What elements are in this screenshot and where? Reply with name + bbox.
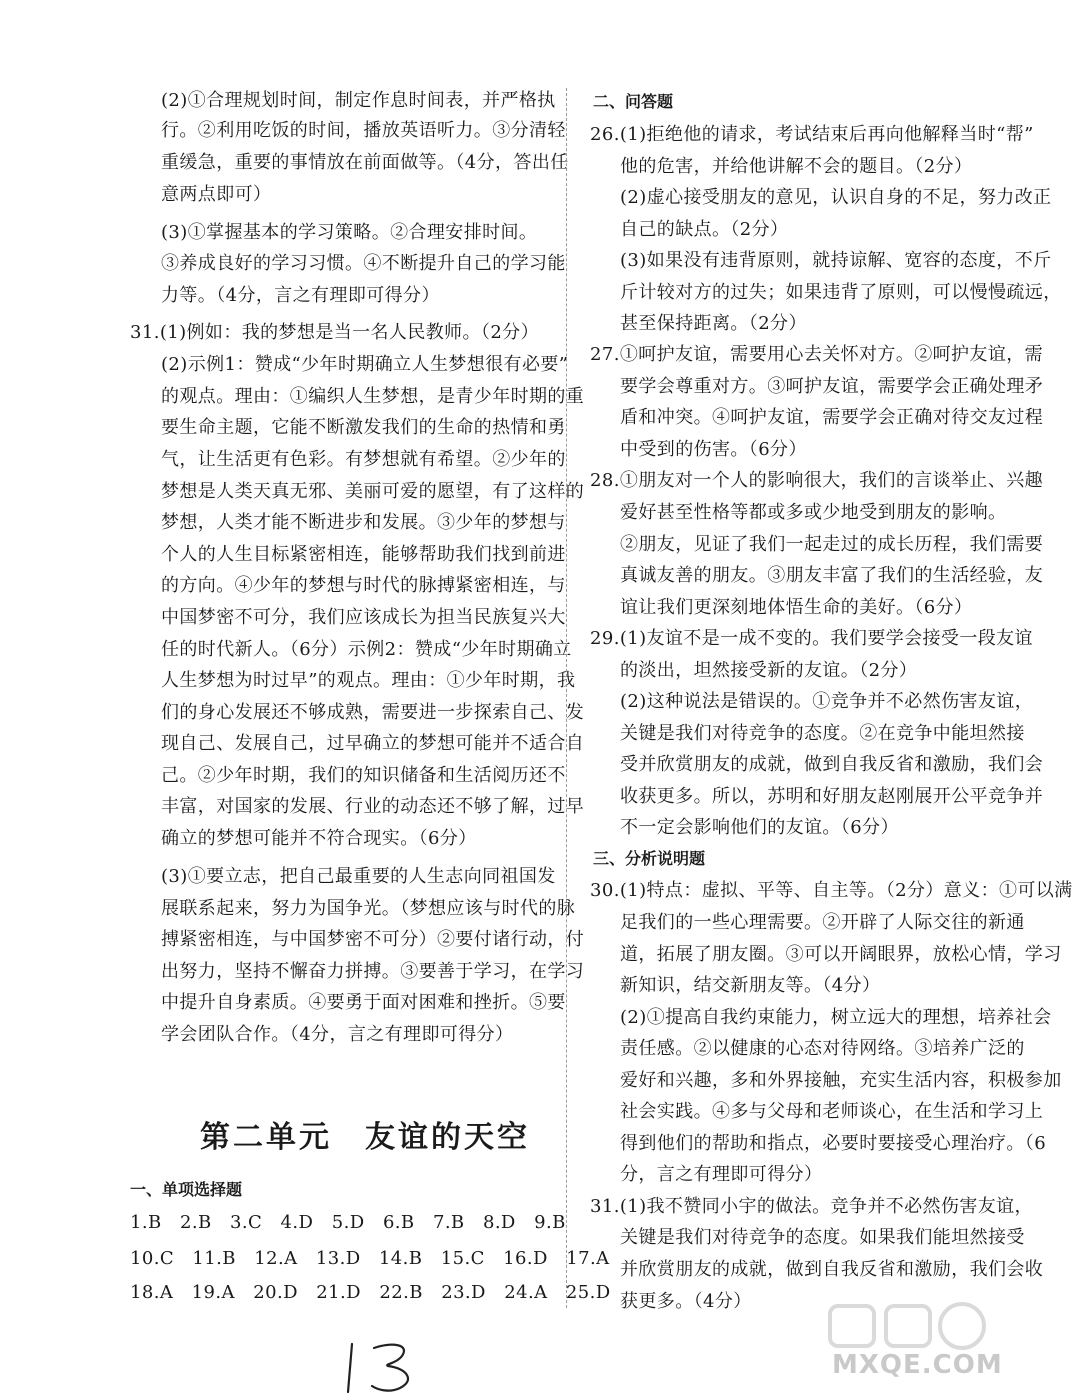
text-line: 道，拓展了朋友圈。③可以开阔眼界，放松心情，学习 [620,944,1062,965]
text-line: (3)①掌握基本的学习策略。②合理安排时间。 [161,222,538,243]
column-divider [566,88,567,1308]
text-line: 人生梦想为时过早”的观点。理由：①少年时期，我 [161,670,576,691]
text-line: 出努力，坚持不懈奋力拼搏。③要善于学习，在学习 [161,961,585,982]
text-line: ③养成良好的学习习惯。④不断提升自己的学习能 [161,253,566,274]
text-line: 受并欣赏朋友的成就，做到自我反省和激励，我们会 [620,754,1044,775]
sub-answer-line: (3)如果没有违背原则，就持谅解、宽容的态度，不斤 [620,250,1052,271]
question-line: 29.(1)友谊不是一成不变的。我们要学会接受一段友谊 [590,628,1033,649]
text-line: (2)示例1：赞成“少年时期确立人生梦想很有必要” [161,354,569,375]
text-line: 气，让生活更有色彩。有梦想就有希望。②少年的 [161,449,566,470]
text-line: 社会实践。④多与父母和老师谈心，在生活和学习上 [620,1101,1044,1122]
sub-answer-line: (2)虚心接受朋友的意见，认识自身的不足，努力改正 [620,187,1052,208]
text-line: 得到他们的帮助和指点，必要时要接受心理治疗。（6 [620,1133,1047,1154]
question-line: 31.(1)我不赞同小宇的做法。竞争并不必然伤害友谊， [590,1196,1033,1217]
text-line: 中国梦密不可分，我们应该成长为担当民族复兴大 [161,607,566,628]
answers-row: 18.A 19.A 20.D 21.D 22.B 23.D 24.A 25.D [130,1282,611,1303]
text-line: 现自己、发展自己，过早确立的梦想可能并不适合自 [161,733,585,754]
text-line: 足我们的一些心理需要。②开辟了人际交往的新通 [620,912,1025,933]
text-line: 己。②少年时期，我们的知识储备和生活阅历还不 [161,765,566,786]
text-line: (3)①要立志，把自己最重要的人生志向同祖国发 [161,866,556,887]
text-line: 关键是我们对待竞争的态度。如果我们能坦然接受 [620,1227,1025,1248]
text-line: 关键是我们对待竞争的态度。②在竞争中能坦然接 [620,723,1025,744]
text-line: 盾和冲突。④呵护友谊，需要学会正确对待交友过程 [620,407,1044,428]
question-line: 26.(1)拒绝他的请求，考试结束后再向他解释当时“帮” [590,124,1034,145]
text-line: 的淡出，坦然接受新的友谊。（2分） [620,660,918,681]
text-line: 甚至保持距离。（2分） [620,313,807,334]
text-line: 梦想，人类才能不断进步和发展。③少年的梦想与 [161,512,566,533]
answers-row: 10.C 11.B 12.A 13.D 14.B 15.C 16.D 17.A [130,1248,610,1269]
text-line: 展联系起来，努力为国争光。（梦想应该与时代的脉 [161,898,576,919]
handwritten-page-number [340,1340,430,1394]
section-heading-single-choice: 一、单项选择题 [130,1180,243,1199]
text-line: 行。②利用吃饭的时间，播放英语听力。③分清轻 [161,120,566,141]
text-line: 他的危害，并给他讲解不会的题目。（2分） [620,156,973,177]
text-line: 要生命主题，它能不断激发我们的生命的热情和勇 [161,417,566,438]
text-line: (2)①合理规划时间，制定作息时间表，并严格执 [161,90,556,111]
text-line: 获更多。（4分） [620,1291,752,1312]
question-line: 28.①朋友对一个人的影响很大，我们的言谈举止、兴趣 [590,470,1044,491]
unit-title: 第二单元 友谊的天空 [200,1120,530,1155]
question-31-line: 31.(1)例如：我的梦想是当一名人民教师。（2分） [130,322,539,343]
text-line: 中受到的伤害。（6分） [620,439,807,460]
text-line: 责任感。②以健康的心态对待网络。③培养广泛的 [620,1038,1025,1059]
text-line: 要学会尊重对方。③呵护友谊，需要学会正确处理矛 [620,376,1044,397]
text-line: 自己的缺点。（2分） [620,219,789,240]
text-line: 并欣赏朋友的成就，做到自我反省和激励，我们会收 [620,1259,1044,1280]
text-line: 真诚友善的朋友。③朋友丰富了我们的生活经验，友 [620,565,1044,586]
text-line: 新知识，结交新朋友等。（4分） [620,975,881,996]
text-line: ②朋友，见证了我们一起走过的成长历程，我们需要 [620,534,1044,555]
watermark-text: MXQE.COM [832,1350,1003,1380]
text-line: 收获更多。所以，苏明和好朋友赵刚展开公平竞争并 [620,786,1044,807]
section-heading: 三、分析说明题 [593,849,706,868]
text-line: 丰富，对国家的发展、行业的动态还不够了解，过早 [161,796,585,817]
question-line: 30.(1)特点：虚拟、平等、自主等。（2分）意义：①可以满 [590,880,1073,901]
text-line: 重缓急，重要的事情放在前面做等。（4分，答出任 [161,152,569,173]
answers-row: 1.B 2.B 3.C 4.D 5.D 6.B 7.B 8.D 9.B [130,1212,566,1233]
text-line: 个人的人生目标紧密相连，能够帮助我们找到前进 [161,544,566,565]
text-line: 爱好甚至性格等都或多或少地受到朋友的影响。 [620,502,1007,523]
text-line: 的方向。④少年的梦想与时代的脉搏紧密相连，与 [161,575,566,596]
text-line: 不一定会影响他们的友谊。（6分） [620,817,899,838]
text-line: 梦想是人类天真无邪、美丽可爱的愿望，有了这样的 [161,481,585,502]
text-line: 们的身心发展还不够成熟，需要进一步探索自己、发 [161,702,585,723]
text-line: 任的时代新人。（6分）示例2：赞成“少年时期确立 [161,639,572,660]
text-line: 力等。（4分，言之有理即可得分） [161,285,440,306]
text-line: 斤计较对方的过失；如果违背了原则，可以慢慢疏远， [620,282,1062,303]
question-line: 27.①呵护友谊，需要用心去关怀对方。②呵护友谊，需 [590,344,1044,365]
text-line: 分，言之有理即可得分） [620,1164,823,1185]
text-line: 中提升自身素质。④要勇于面对困难和挫折。⑤要 [161,992,566,1013]
text-line: 爱好和兴趣，多和外界接触，充实生活内容，积极参加 [620,1070,1062,1091]
section-heading: 二、问答题 [593,92,674,111]
text-line: 的观点。理由：①编织人生梦想，是青少年时期的重 [161,386,585,407]
text-line: 确立的梦想可能并不符合现实。（6分） [161,828,477,849]
sub-answer-line: (2)①提高自我约束能力，树立远大的理想，培养社会 [620,1007,1052,1028]
text-line: 学会团队合作。（4分，言之有理即可得分） [161,1024,514,1045]
text-line: 意两点即可） [161,184,272,205]
sub-answer-line: (2)这种说法是错误的。①竞争并不必然伤害友谊， [620,691,1034,712]
text-line: 搏紧密相连，与中国梦密不可分）②要付诸行动，付 [161,929,585,950]
text-line: 谊让我们更深刻地体悟生命的美好。（6分） [620,597,973,618]
